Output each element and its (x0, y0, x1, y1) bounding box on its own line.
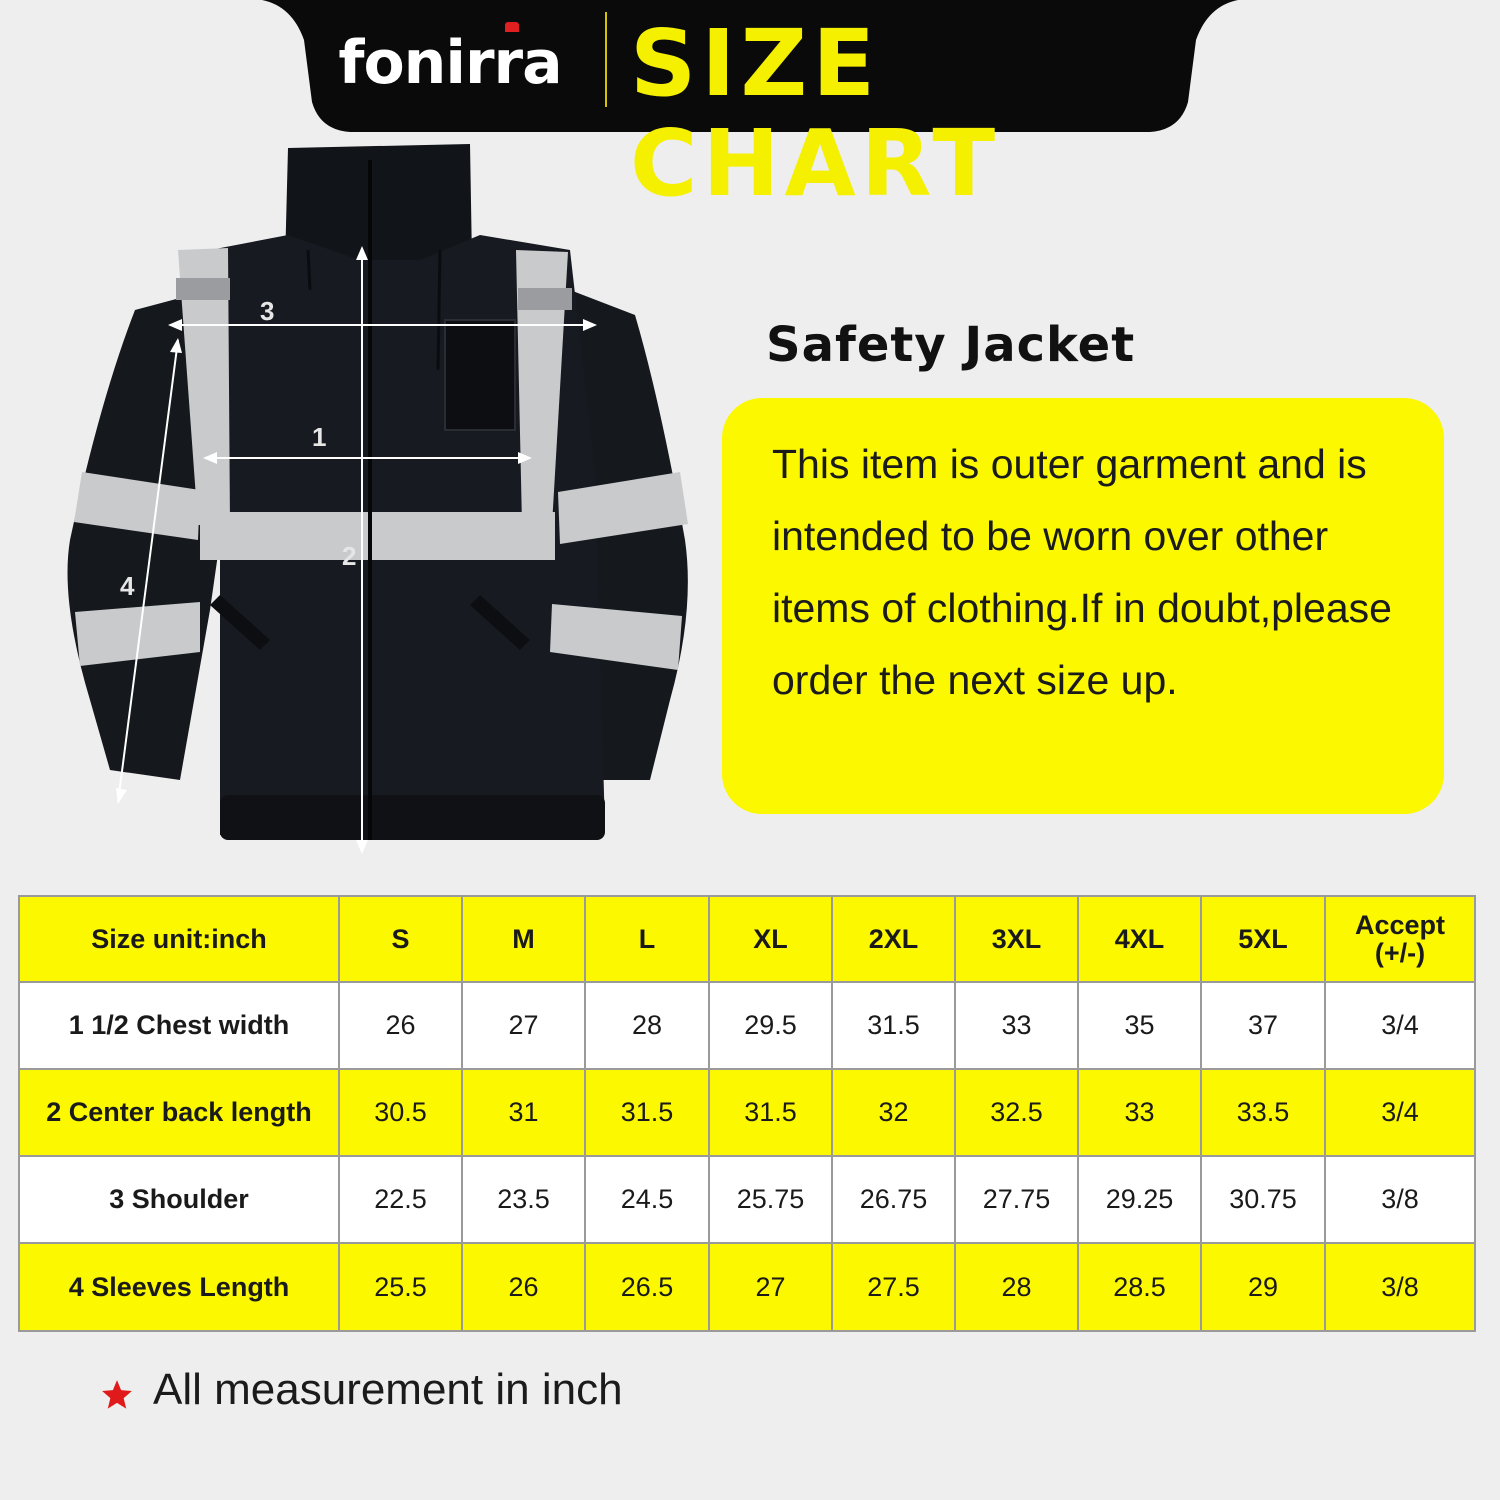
product-title: Safety Jacket (766, 317, 1136, 373)
table-row (19, 1069, 1475, 1156)
header-accept-line2: (+/-) (1374, 938, 1426, 968)
table-cell: 31 (462, 1069, 585, 1156)
header-size: L (585, 896, 709, 982)
table-header-row (19, 896, 1475, 982)
header-accept (1325, 896, 1475, 982)
table-cell: 27.75 (955, 1156, 1078, 1243)
row-label: 1 1/2 Chest width (19, 982, 339, 1069)
jacket-diagram (60, 140, 710, 860)
accept-cell: 3/4 (1325, 982, 1475, 1069)
header-size: 5XL (1201, 896, 1325, 982)
table-cell: 26 (339, 982, 462, 1069)
banner-divider (605, 12, 607, 107)
table-cell: 28.5 (1078, 1243, 1201, 1331)
table-cell: 27 (709, 1243, 832, 1331)
header-accept-line1: Accept (1354, 910, 1446, 940)
star-icon (100, 1378, 134, 1412)
row-label: 3 Shoulder (19, 1156, 339, 1243)
table-cell: 27 (462, 982, 585, 1069)
diagram-label-1: 1 (312, 422, 327, 452)
table-cell: 22.5 (339, 1156, 462, 1243)
header-size: XL (709, 896, 832, 982)
header-size: 4XL (1078, 896, 1201, 982)
table-cell: 29.25 (1078, 1156, 1201, 1243)
accept-cell: 3/4 (1325, 1069, 1475, 1156)
table-row (19, 982, 1475, 1069)
table-cell: 29.5 (709, 982, 832, 1069)
table-cell: 33.5 (1201, 1069, 1325, 1156)
table-cell: 25.5 (339, 1243, 462, 1331)
table-cell: 26.75 (832, 1156, 955, 1243)
diagram-label-2: 2 (342, 541, 357, 571)
table-cell: 28 (585, 982, 709, 1069)
header-size-unit: Size unit:inch (19, 896, 339, 982)
table-cell: 30.75 (1201, 1156, 1325, 1243)
table-cell: 29 (1201, 1243, 1325, 1331)
header-size: 2XL (832, 896, 955, 982)
diagram-label-4: 4 (120, 571, 135, 601)
header-size: M (462, 896, 585, 982)
table-cell: 37 (1201, 982, 1325, 1069)
table-cell: 32.5 (955, 1069, 1078, 1156)
footer-text: All measurement in inch (153, 1365, 623, 1414)
row-label: 2 Center back length (19, 1069, 339, 1156)
sizing-note-box (722, 398, 1444, 814)
table-row (19, 1156, 1475, 1243)
diagram-label-3: 3 (260, 296, 275, 326)
row-label: 4 Sleeves Length (19, 1243, 339, 1331)
table-cell: 33 (955, 982, 1078, 1069)
table-cell: 23.5 (462, 1156, 585, 1243)
table-cell: 24.5 (585, 1156, 709, 1243)
table-cell: 31.5 (585, 1069, 709, 1156)
table-row (19, 1243, 1475, 1331)
table-cell: 31.5 (709, 1069, 832, 1156)
header-size: 3XL (955, 896, 1078, 982)
size-chart-table (18, 895, 1476, 1332)
table-cell: 28 (955, 1243, 1078, 1331)
table-cell: 32 (832, 1069, 955, 1156)
table-cell: 26.5 (585, 1243, 709, 1331)
page-title: SIZE CHART (630, 10, 1001, 217)
accept-cell: 3/8 (1325, 1243, 1475, 1331)
table-cell: 33 (1078, 1069, 1201, 1156)
table-cell: 35 (1078, 982, 1201, 1069)
header-size: S (339, 896, 462, 982)
sizing-note-text: This item is outer garment and is intended to be worn over other items of clothing.If in doubt,please order the next size up. (772, 441, 1392, 703)
table-cell: 25.75 (709, 1156, 832, 1243)
brand-logo: fonirra (338, 28, 562, 98)
table-cell: 31.5 (832, 982, 955, 1069)
accept-cell: 3/8 (1325, 1156, 1475, 1243)
footer-note (100, 1360, 800, 1420)
table-cell: 30.5 (339, 1069, 462, 1156)
table-cell: 26 (462, 1243, 585, 1331)
table-cell: 27.5 (832, 1243, 955, 1331)
